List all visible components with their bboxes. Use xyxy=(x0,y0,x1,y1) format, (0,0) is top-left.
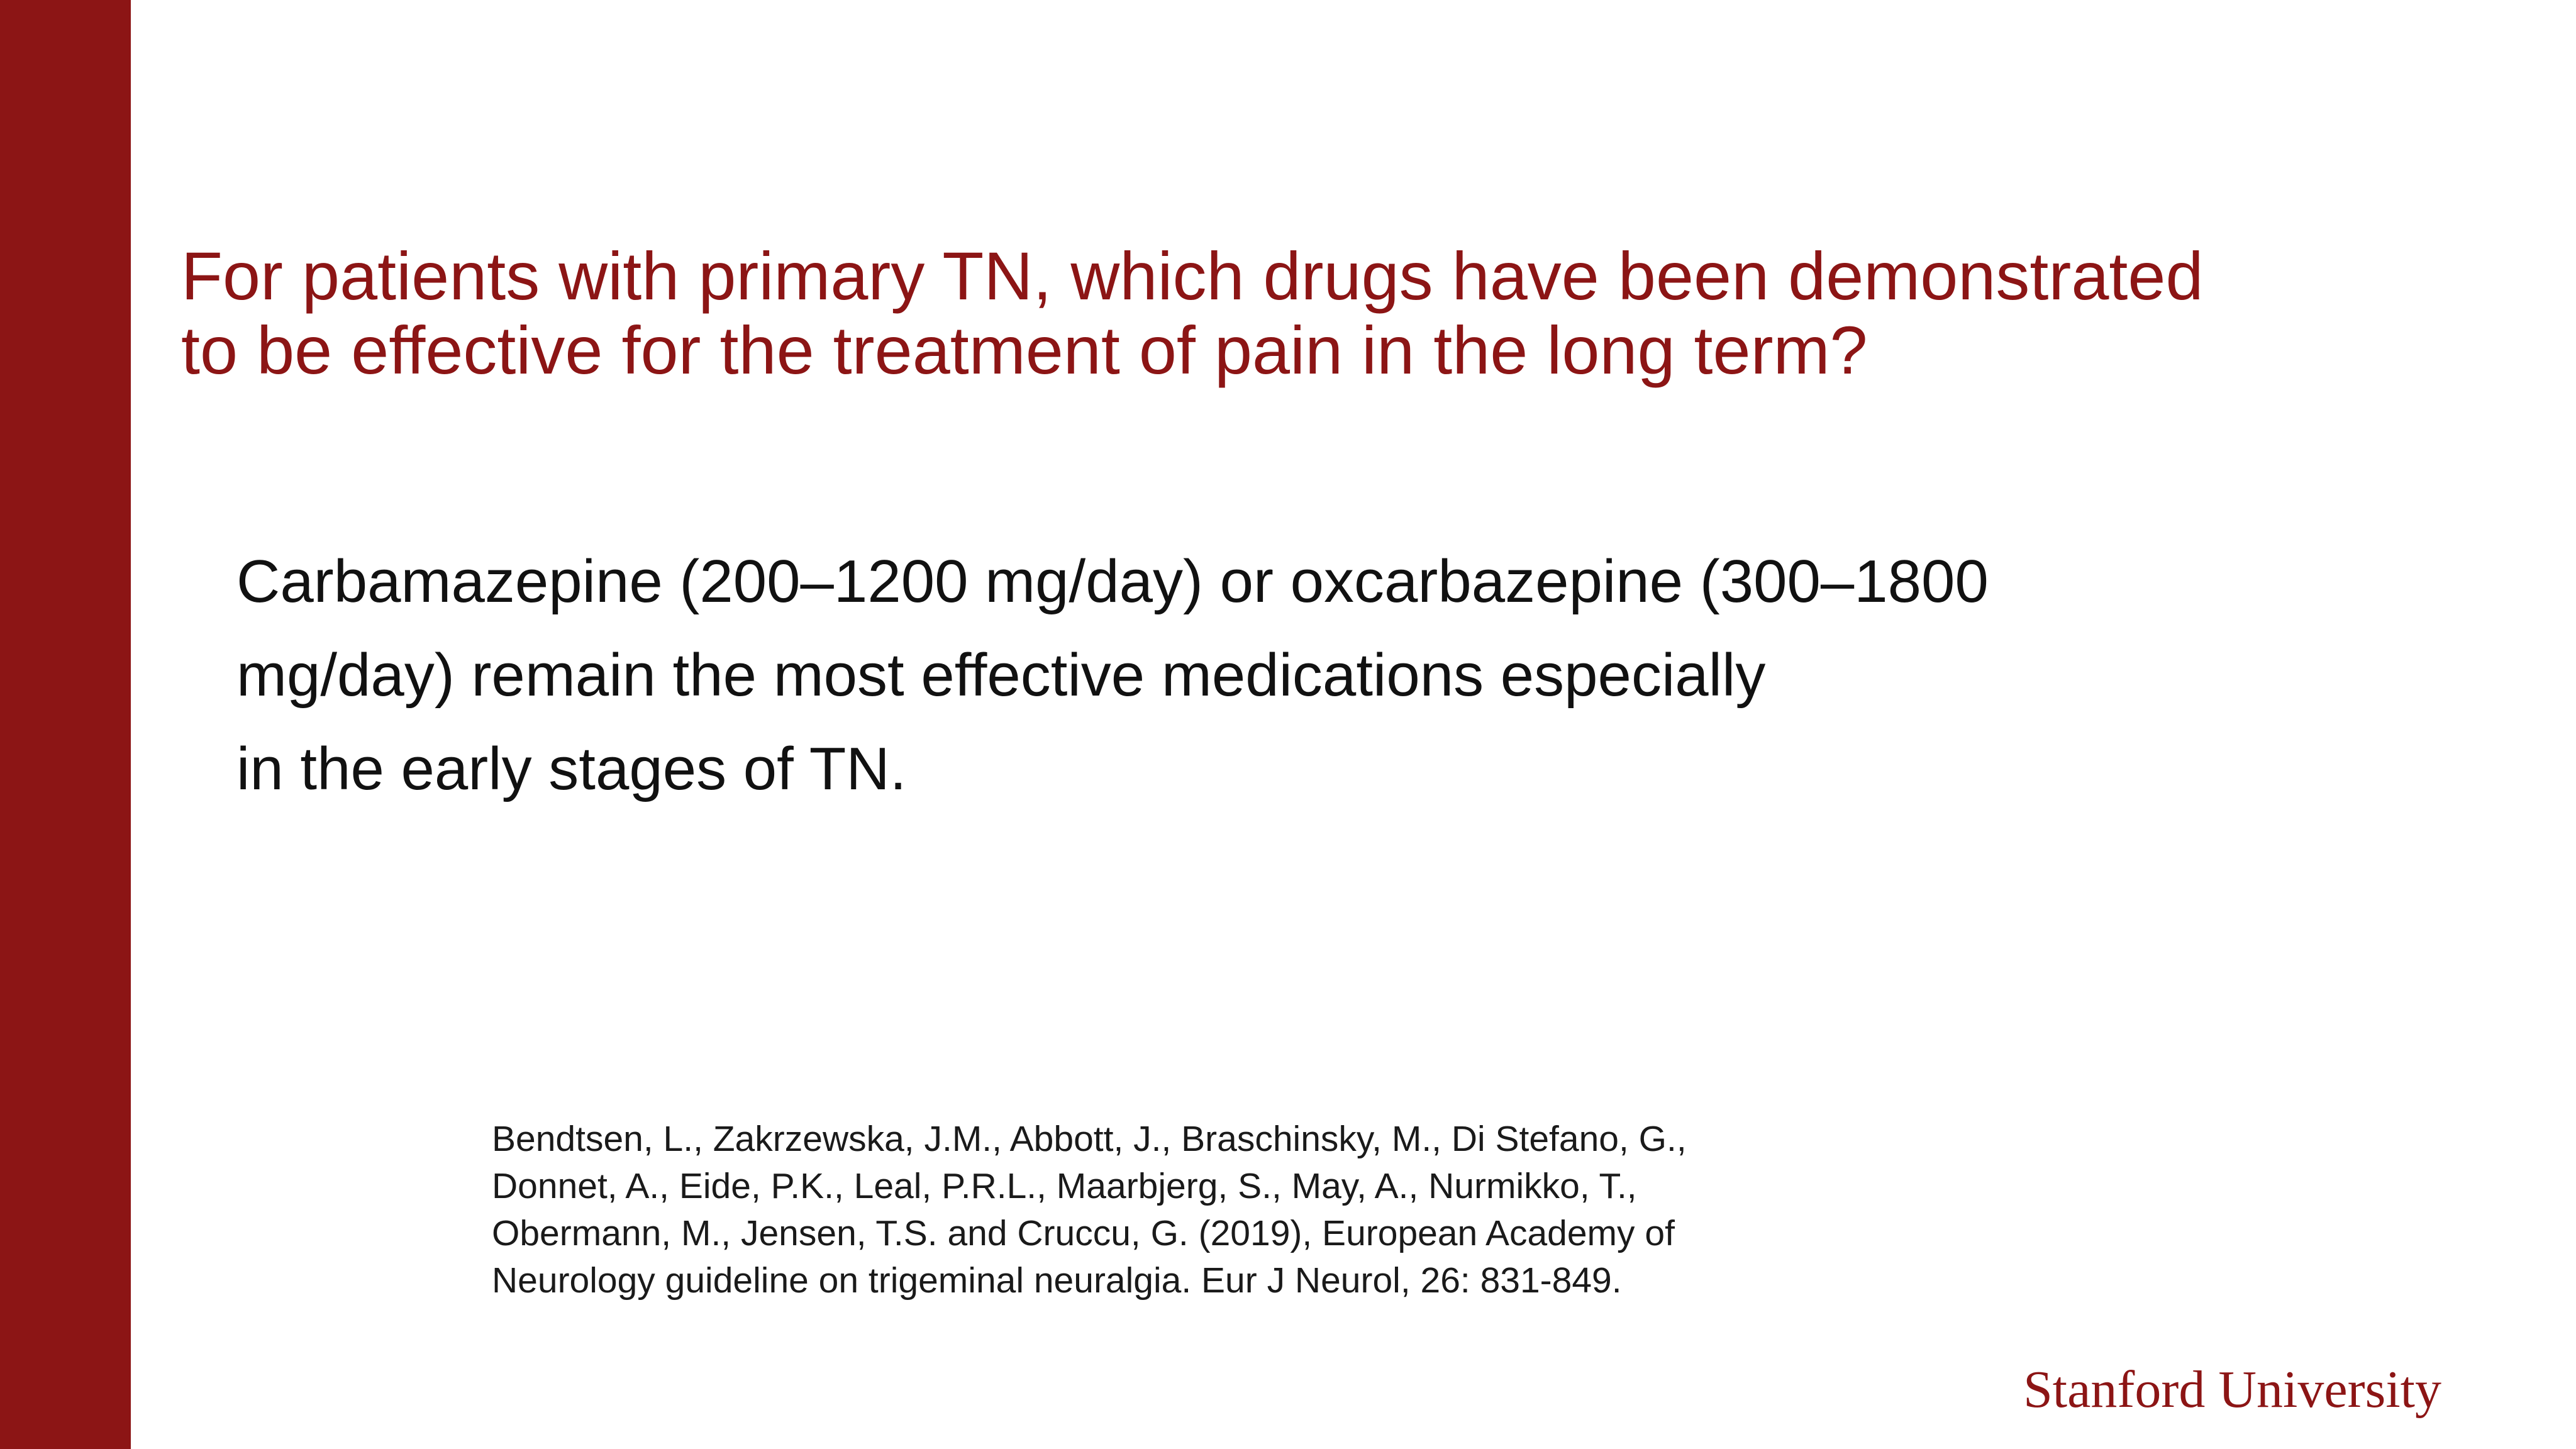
citation-line: Obermann, M., Jensen, T.S. and Cruccu, G. (2019), European Academy of xyxy=(492,1213,1675,1253)
citation-line: Donnet, A., Eide, P.K., Leal, P.R.L., Maarbjerg, S., May, A., Nurmikko, T., xyxy=(492,1166,1637,1206)
citation-line: Neurology guideline on trigeminal neuralgia. Eur J Neurol, 26: 831-849. xyxy=(492,1260,1622,1301)
title-line: For patients with primary TN, which drugs have been demonstrated xyxy=(181,238,2204,314)
answer-line: mg/day) remain the most effective medications especially xyxy=(236,641,1766,709)
answer-text xyxy=(236,535,2375,816)
accent-side-bar xyxy=(0,0,131,1449)
title-line: to be effective for the treatment of pain in the long term? xyxy=(181,312,1868,388)
answer-line: in the early stages of TN. xyxy=(236,735,907,802)
slide-title-question xyxy=(181,239,2445,387)
citation-line: Bendtsen, L., Zakrzewska, J.M., Abbott, J., Braschinsky, M., Di Stefano, G., xyxy=(492,1119,1687,1159)
reference-citation xyxy=(492,1116,1875,1304)
answer-line: Carbamazepine (200–1200 mg/day) or oxcarbazepine (300–1800 xyxy=(236,548,1989,615)
stanford-university-logo: Stanford University xyxy=(2023,1360,2441,1419)
